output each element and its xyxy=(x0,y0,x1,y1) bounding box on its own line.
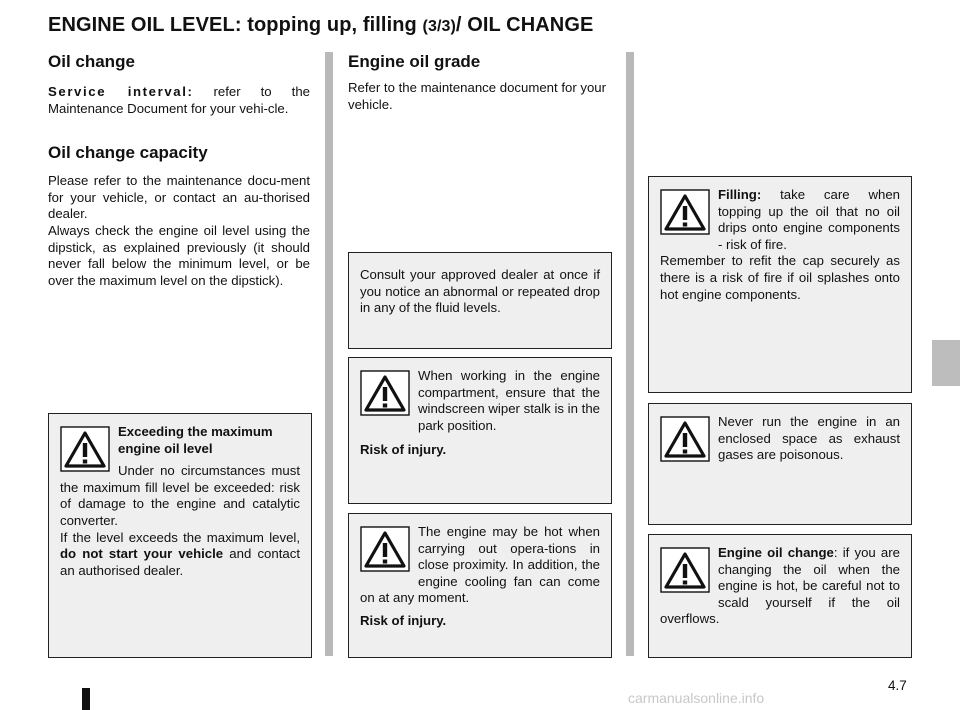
warning-box-enclosed xyxy=(648,403,912,525)
page-number: 4.7 xyxy=(888,678,907,693)
column-divider xyxy=(626,52,634,656)
warning-box-exceeding xyxy=(48,413,312,658)
warning-box-oil-change xyxy=(648,534,912,658)
corner-mark xyxy=(82,688,90,710)
column-divider xyxy=(325,52,333,656)
note-box-consult xyxy=(348,252,612,349)
oil-change-text: Engine oil change: if you are changing the oil when the engine is hot, be careful not to scald yourself if the oil overflows. xyxy=(660,545,900,627)
capacity-text-2: Always check the engine oil level using the dipstick, as explained previously (it should never fall below the minimum level, or be over the maximum level on the dipstick). xyxy=(48,222,310,288)
chapter-tab xyxy=(932,340,960,386)
warning-triangle-icon xyxy=(660,189,710,235)
service-interval-text: Service interval: refer to the Maintenance Document for your vehi-cle. xyxy=(48,84,310,116)
warning-triangle-icon xyxy=(60,426,110,472)
warning-box-filling xyxy=(648,176,912,393)
left-column xyxy=(48,52,310,289)
warning-triangle-icon xyxy=(660,547,710,593)
enclosed-text: Never run the engine in an enclosed space as exhaust gases are poisonous. xyxy=(718,414,900,463)
hot-engine-text: The engine may be hot when carrying out opera-tions in close proximity. In addition, the engine cooling fan can come on at any moment. xyxy=(360,524,600,606)
warning-triangle-icon xyxy=(360,370,410,416)
exceeding-text-2: If the level exceeds the maximum level, do not start your vehicle and contact an authorised dealer. xyxy=(60,529,300,578)
warning-triangle-icon xyxy=(360,526,410,572)
oil-grade-heading: Engine oil grade xyxy=(348,52,481,71)
filling-text: Filling: take care when topping up the oil that no oil drips onto engine components - risk of fire. xyxy=(718,187,900,252)
filling-text-2: Remember to refit the cap securely as there is a risk of fire if oil splashes onto hot engine components. xyxy=(660,253,900,302)
hot-engine-risk: Risk of injury. xyxy=(360,612,447,628)
warning-box-wiper xyxy=(348,357,612,504)
wiper-text: When working in the engine compartment, ensure that the windscreen wiper stalk is in the park position. xyxy=(418,368,600,433)
warning-triangle-icon xyxy=(660,416,710,462)
exceeding-heading: Exceeding the maximum engine oil level xyxy=(118,424,273,456)
middle-column xyxy=(348,52,613,113)
warning-box-hot-engine xyxy=(348,513,612,658)
consult-text: Consult your approved dealer at once if you notice an abnormal or repeated drop in any of the fluid levels. xyxy=(360,267,600,316)
oil-grade-text: Refer to the maintenance document for your vehicle. xyxy=(348,80,607,112)
oil-change-heading: Oil change xyxy=(48,52,135,71)
capacity-heading: Oil change capacity xyxy=(48,143,208,163)
exceeding-text: Under no circumstances must the maximum fill level be exceeded: risk of damage to the engine and catalytic converter. xyxy=(60,463,300,528)
footer-watermark: carmanualsonline.info xyxy=(628,690,765,706)
wiper-risk: Risk of injury. xyxy=(360,442,447,458)
capacity-text: Please refer to the maintenance docu-ment for your vehicle, or contact an au-thorised dealer. xyxy=(48,173,310,222)
page-title: ENGINE OIL LEVEL: topping up, filling (3/3)/ OIL CHANGE xyxy=(48,14,594,36)
